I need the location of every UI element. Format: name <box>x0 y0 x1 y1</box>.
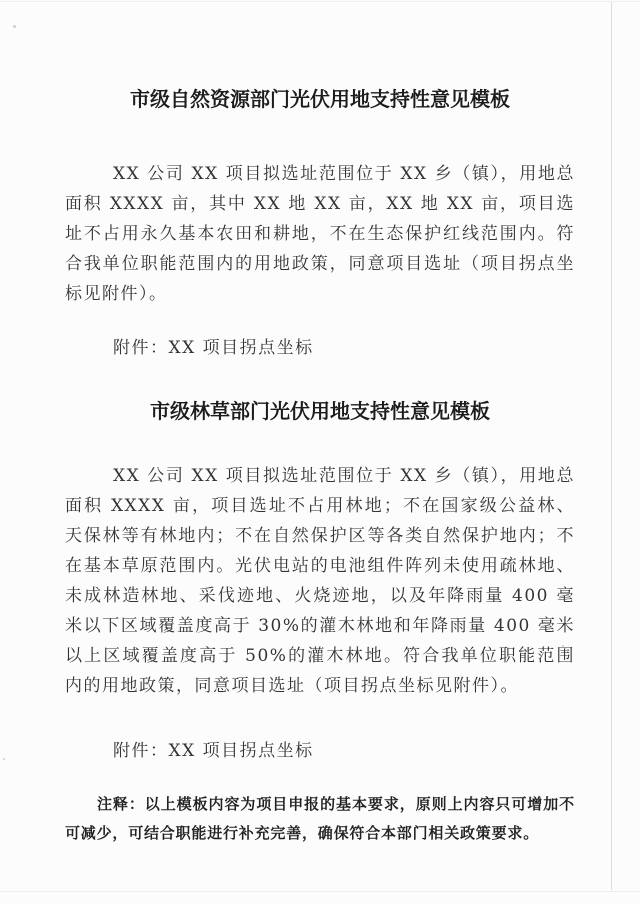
document-content <box>65 0 575 848</box>
section2-title: 市级林草部门光伏用地支持性意见模板 <box>150 399 490 423</box>
section1-attachment-line: 附件：XX 项目拐点坐标 <box>113 338 314 358</box>
scan-speck <box>13 25 16 28</box>
section2-paragraph: XX 公司 XX 项目拟选址范围位于 XX 乡（镇），用地总面积 XXXX 亩，项目选址不占用林地；不在国家级公益林、天保林等有林地内；不在自然保护区等各类自然保护地内；不在基本草原范围内。光伏电站的电池组件阵列未使用疏林地、未成林造林地、采伐迹地、火烧迹地，以及年降雨量 400 毫米以下区域覆盖度高于 30%的灌木林地和年降雨量 400 毫米以上区域覆盖度高于 50%的灌木林地。符合我单位职能范围内的用地政策，同意项目选址（项目拐点坐标见附件）。 <box>65 466 575 696</box>
section1-title: 市级自然资源部门光伏用地支持性意见模板 <box>130 87 510 111</box>
scan-speck <box>3 758 5 760</box>
note-paragraph: 注释：以上模板内容为项目申报的基本要求，原则上内容只可增加不可减少，可结合职能进行补充完善，确保符合本部门相关政策要求。 <box>65 795 575 842</box>
scan-page-right-edge-line <box>611 2 612 890</box>
scan-page-bottom-edge-line <box>0 891 640 892</box>
section1-paragraph: XX 公司 XX 项目拟选址范围位于 XX 乡（镇），用地总面积 XXXX 亩，其中 XX 地 XX 亩，XX 地 XX 亩，项目选址不占用永久基本农田和耕地，不在生态保护红线范围内。符合我单位职能范围内的用地政策，同意项目选址（项目拐点坐标见附件）。 <box>65 164 575 304</box>
section2-attachment-line: 附件：XX 项目拐点坐标 <box>113 741 314 761</box>
